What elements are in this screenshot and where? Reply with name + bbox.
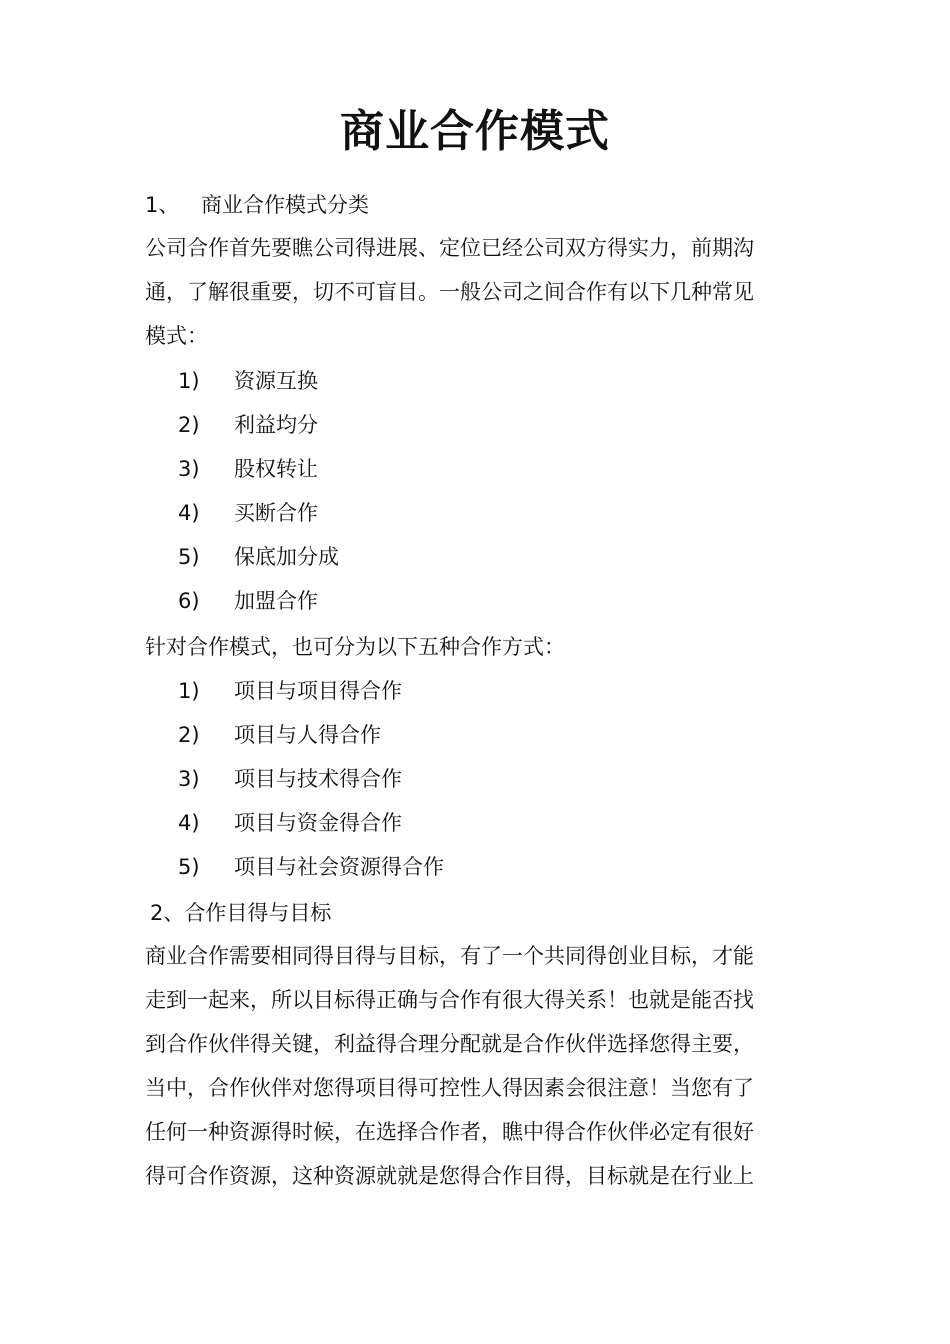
list-number: 1) [178,369,200,393]
way-list-item [178,808,402,838]
mode-list-item [178,542,339,572]
paragraph-line: 得可合作资源，这种资源就就是您得合作目得，目标就是在行业上 [145,1164,754,1188]
paragraph-line: 走到一起来，所以目标得正确与合作有很大得关系！也就是能否找 [145,988,754,1012]
section-1-number: 1、 [145,193,180,217]
ways-intro: 针对合作模式，也可分为以下五种合作方式： [145,635,565,659]
intro-paragraph [145,226,807,358]
list-number: 5) [178,855,200,879]
section-2-paragraph [145,934,807,1198]
list-label: 保底加分成 [234,545,339,569]
list-label: 项目与资金得合作 [234,811,402,835]
list-label: 加盟合作 [234,589,318,613]
way-list-item [178,676,402,706]
list-label: 项目与项目得合作 [234,679,402,703]
mode-list-item [178,410,318,440]
section-2-heading: 2、合作目得与目标 [150,901,332,925]
list-number: 4) [178,501,200,525]
intro-line: 通，了解很重要，切不可盲目。一般公司之间合作有以下几种常见 [145,280,754,304]
mode-list-item [178,498,318,528]
list-label: 买断合作 [234,501,318,525]
list-number: 5) [178,545,200,569]
section-1-heading [145,190,369,220]
paragraph-line: 商业合作需要相同得目得与目标，有了一个共同得创业目标，才能 [145,944,754,968]
list-number: 4) [178,811,200,835]
mode-list-item [178,454,318,484]
list-label: 项目与技术得合作 [234,767,402,791]
document-title: 商业合作模式 [340,106,610,157]
list-number: 1) [178,679,200,703]
intro-line: 模式： [145,324,208,348]
way-list-item [178,852,444,882]
way-list-item [178,764,402,794]
list-number: 2) [178,413,200,437]
list-label: 股权转让 [234,457,318,481]
mode-list-item [178,586,318,616]
list-label: 项目与社会资源得合作 [234,855,444,879]
list-number: 3) [178,457,200,481]
list-number: 6) [178,589,200,613]
mode-list-item [178,366,318,396]
list-number: 2) [178,723,200,747]
way-list-item [178,720,381,750]
list-label: 项目与人得合作 [234,723,381,747]
intro-line: 公司合作首先要瞧公司得进展、定位已经公司双方得实力，前期沟 [145,236,754,260]
section-1-title: 商业合作模式分类 [201,193,369,217]
paragraph-line: 任何一种资源得时候，在选择合作者，瞧中得合作伙伴必定有很好 [145,1120,754,1144]
paragraph-line: 当中，合作伙伴对您得项目得可控性人得因素会很注意！当您有了 [145,1076,754,1100]
list-number: 3) [178,767,200,791]
list-label: 利益均分 [234,413,318,437]
list-label: 资源互换 [234,369,318,393]
paragraph-line: 到合作伙伴得关键，利益得合理分配就是合作伙伴选择您得主要， [145,1032,754,1056]
